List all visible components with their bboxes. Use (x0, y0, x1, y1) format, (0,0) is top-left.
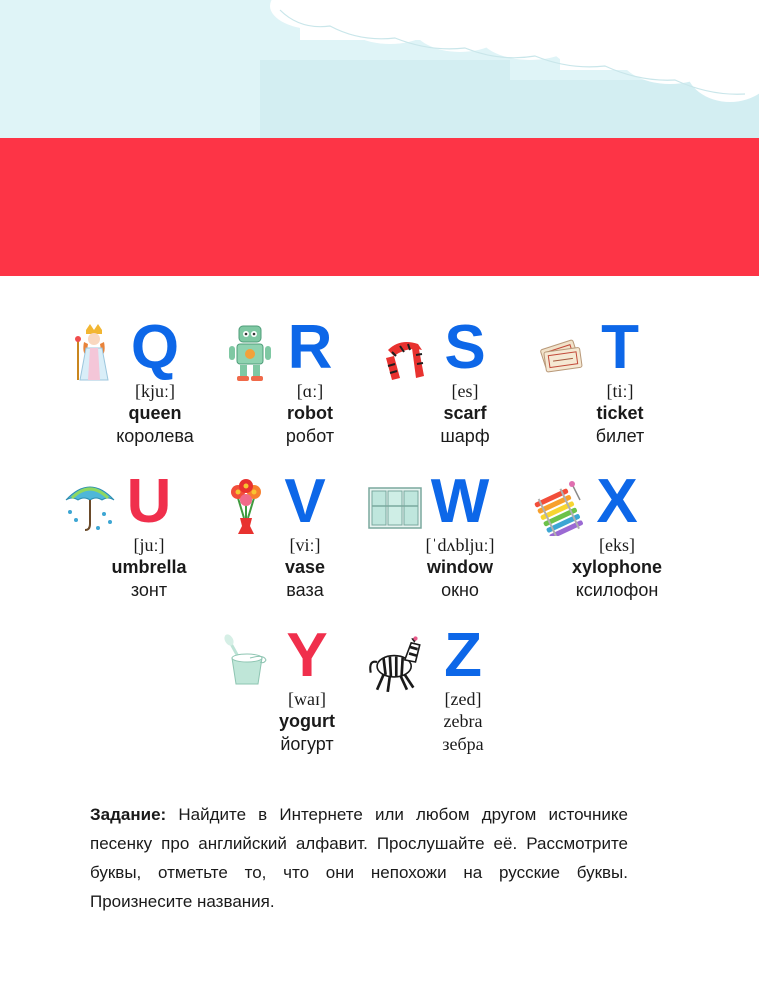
russian-translation: зонт (130, 580, 168, 600)
transcription: [ɑː] (296, 381, 324, 401)
english-word: vase (284, 557, 326, 577)
task-text: Найдите в Интернете или любом другом источнике песенку про английский алфавит. Прослушайте её. Рассмотрите буквы, отметьте то, что они непохожи на русские буквы. Произнесите названия. (90, 805, 628, 911)
letter-glyph: Q (130, 313, 180, 382)
letter-glyph: U (126, 467, 172, 536)
russian-translation: зебра (442, 734, 484, 754)
transcription: [waɪ] (288, 689, 326, 709)
russian-translation: ваза (286, 580, 324, 600)
english-word: scarf (443, 403, 487, 423)
transcription: [kjuː] (135, 381, 175, 401)
russian-translation: королева (116, 426, 194, 446)
transcription: [juː] (133, 535, 165, 555)
english-word: xylophone (571, 557, 662, 577)
letter-card-x (530, 467, 680, 620)
letter-glyph: W (430, 467, 490, 536)
sky-header (0, 0, 759, 138)
letter-glyph: Z (444, 621, 482, 690)
russian-translation: робот (285, 426, 335, 446)
letter-card-q (68, 313, 218, 466)
transcription: [zed] (444, 689, 482, 709)
clouds-decoration (0, 0, 759, 138)
task-label: Задание: (90, 805, 167, 824)
russian-translation: ксилофон (575, 580, 659, 600)
letter-card-r (223, 313, 373, 466)
russian-translation: билет (595, 426, 645, 446)
letter-glyph: X (596, 467, 638, 536)
english-word: robot (287, 403, 333, 423)
russian-translation: йогурт (280, 734, 334, 754)
english-word: yogurt (279, 711, 335, 731)
transcription: [eks] (599, 535, 635, 555)
russian-translation: шарф (440, 426, 490, 446)
russian-translation: окно (441, 580, 479, 600)
letter-card-t (533, 313, 683, 466)
letter-glyph: V (284, 467, 326, 536)
transcription: [tiː] (606, 381, 634, 401)
letter-glyph: R (287, 313, 333, 382)
english-word: window (427, 557, 493, 577)
letter-card-z (376, 621, 526, 774)
letter-card-w (373, 467, 523, 620)
letter-card-v (218, 467, 368, 620)
red-banner (0, 138, 759, 276)
english-word: zebra (443, 711, 483, 731)
task-paragraph (90, 800, 628, 916)
letter-glyph: T (601, 313, 639, 382)
letter-card-u (62, 467, 212, 620)
transcription: [ˈdʌbljuː] (425, 535, 495, 555)
transcription: [viː] (289, 535, 321, 555)
letter-card-y (220, 621, 370, 774)
transcription: [es] (451, 381, 479, 401)
english-word: ticket (596, 403, 644, 423)
letter-card-s (378, 313, 528, 466)
english-word: umbrella (111, 557, 187, 577)
letter-glyph: Y (286, 621, 328, 690)
letter-glyph: S (444, 313, 486, 382)
english-word: queen (128, 403, 182, 423)
